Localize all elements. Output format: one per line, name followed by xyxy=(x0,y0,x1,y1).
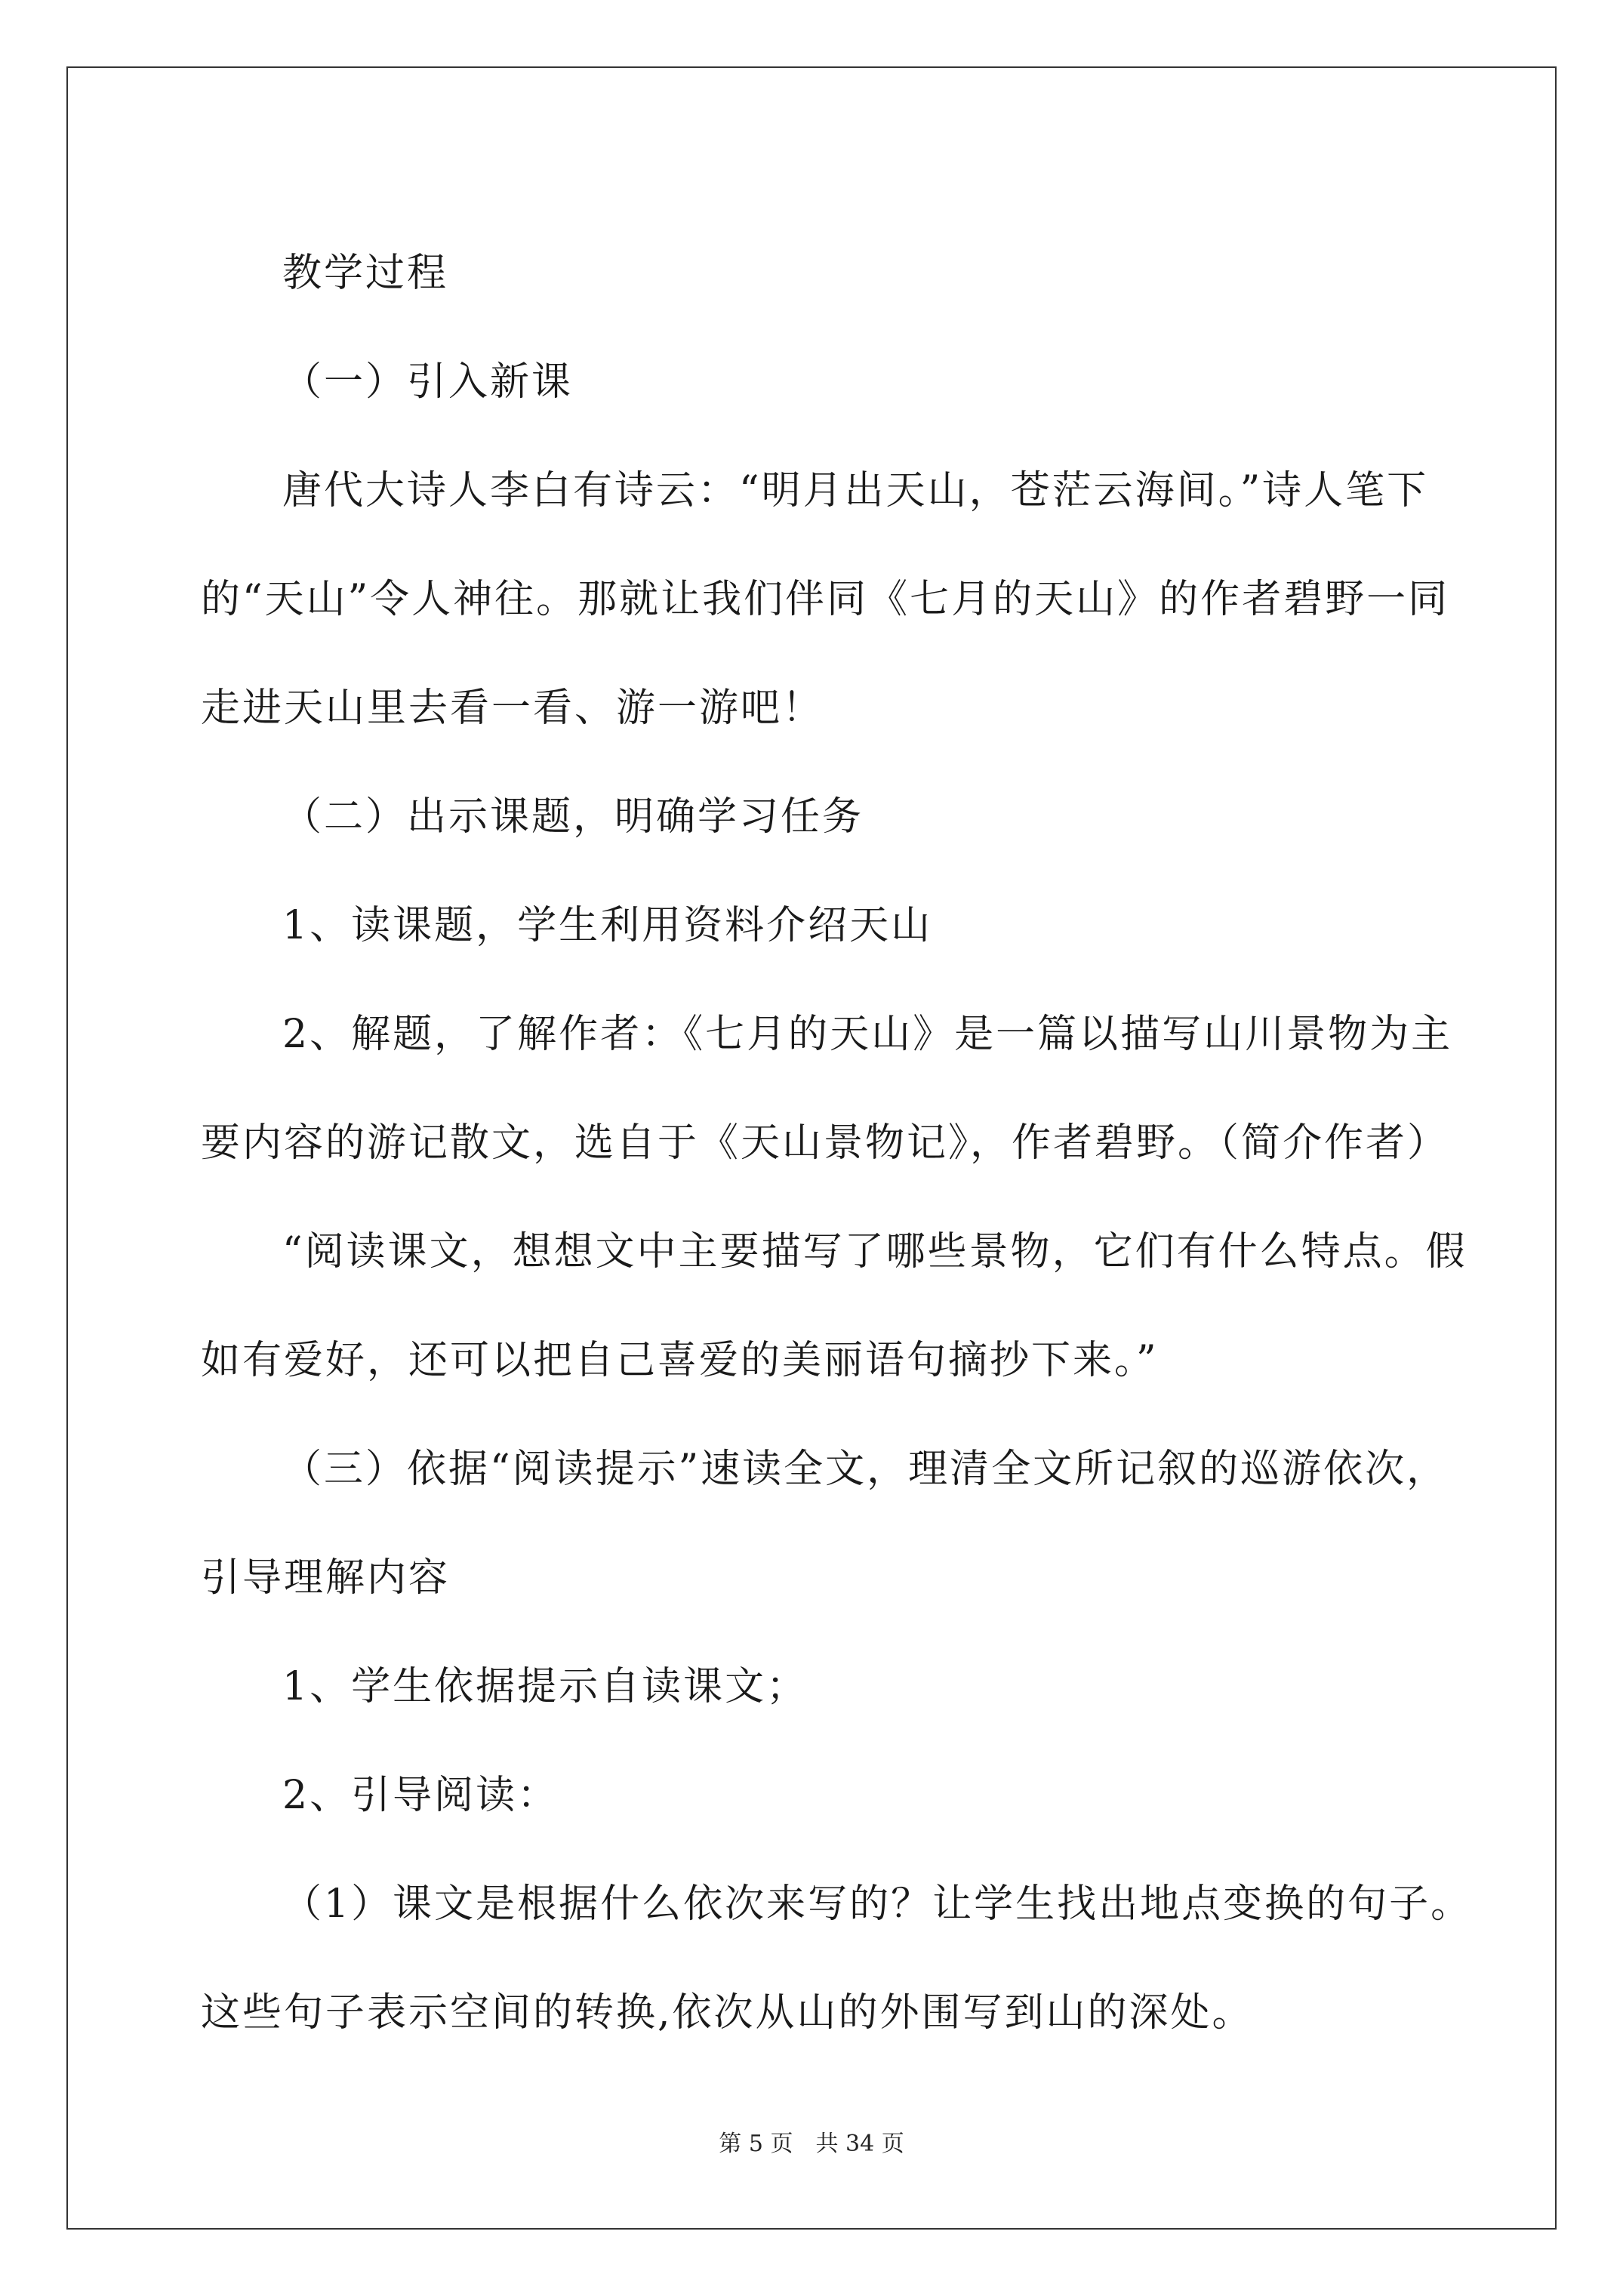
heading-teaching-process: 教学过程 xyxy=(282,251,449,296)
list-item-self-read: 1、学生依据提示自读课文； xyxy=(282,1664,808,1709)
paragraph-reading-task: “阅读课文，想想文中主要描写了哪些景物，它们有什么特点。假如有爱好，还可以把自己喜爱的美丽语句摘抄下来。” xyxy=(201,1229,1467,1383)
page-number: 第 5 页 xyxy=(719,2131,793,2157)
section-heading-intro: （一）引入新课 xyxy=(282,359,574,405)
paragraph-intro: 唐代大诗人李白有诗云：“明月出天山，苍茫云海间。”诗人笔下的“天山”令人神往。那就让我们伴同《七月的天山》的作者碧野一同走进天山里去看一看、游一游吧！ xyxy=(201,468,1450,731)
section-heading-reading: （三）依据“阅读提示”速读全文，理清全文所记叙的巡游依次，引导理解内容 xyxy=(201,1447,1449,1601)
list-item-author: 2、解题，了解作者：《七月的天山》是一篇以描写山川景物为主要内容的游记散文，选自于《天山景物记》，作者碧野。（简介作者） xyxy=(201,1012,1453,1166)
total-pages: 共 34 页 xyxy=(815,2131,904,2157)
page-footer xyxy=(0,2129,1623,2159)
list-item-guided-read: 2、引导阅读： xyxy=(282,1773,559,1818)
paragraph-sequence: （1）课文是根据什么依次来写的？让学生找出地点变换的句子。这些句子表示空间的转换,依次从山的外围写到山的深处。 xyxy=(201,1881,1473,2036)
list-item-read-title: 1、读课题，学生利用资料介绍天山 xyxy=(282,903,933,948)
document-body xyxy=(201,219,1484,2067)
section-heading-task: （二）出示课题，明确学习任务 xyxy=(282,794,864,840)
